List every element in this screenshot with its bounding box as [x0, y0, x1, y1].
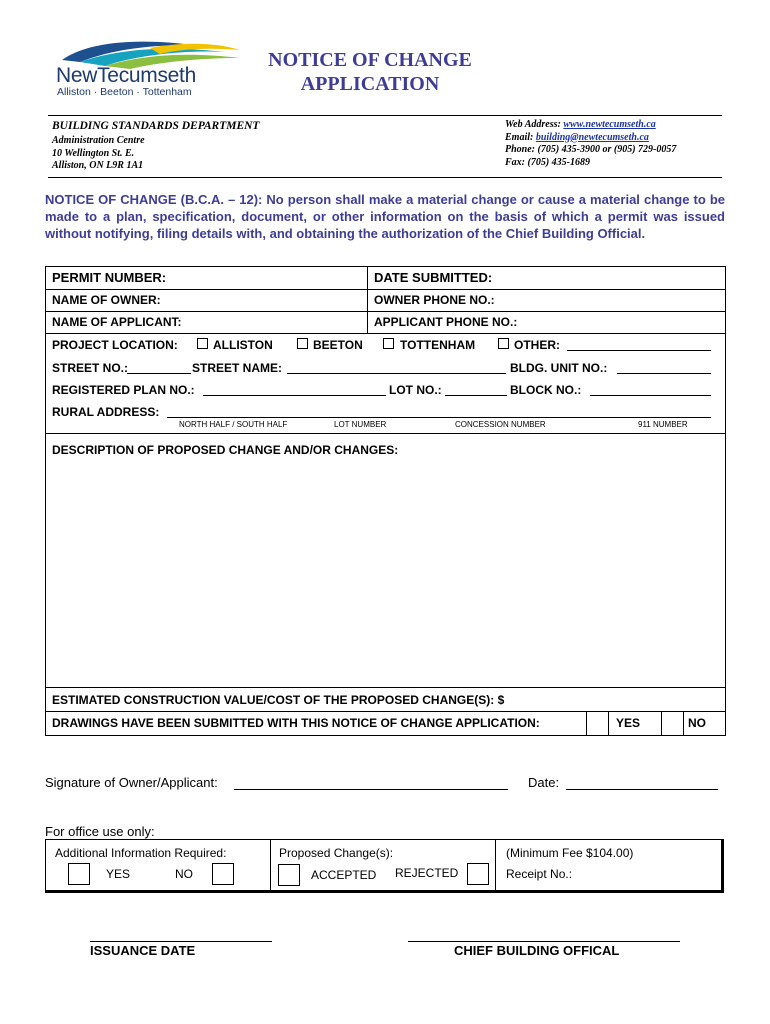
- lot-no-label: LOT NO.:: [389, 383, 442, 397]
- applicant-name-label: NAME OF APPLICANT:: [52, 315, 182, 329]
- office-use-box: [45, 839, 724, 893]
- proposed-changes-section: [270, 840, 496, 891]
- rural-address-label: RURAL ADDRESS:: [52, 405, 160, 419]
- email-label: Email:: [505, 131, 536, 143]
- beeton-label: BEETON: [313, 338, 363, 352]
- chief-official-line[interactable]: [408, 941, 680, 942]
- permit-number-label: PERMIT NUMBER:: [52, 270, 167, 285]
- email-address: [505, 132, 676, 145]
- phone-number: Phone: (705) 435-3900 or (905) 729-0057: [505, 144, 677, 155]
- alliston-label: ALLISTON: [213, 338, 273, 352]
- applicant-name-field[interactable]: [46, 311, 368, 333]
- date-submitted-label: DATE SUBMITTED:: [374, 270, 493, 285]
- drawings-no-checkbox[interactable]: [661, 711, 684, 735]
- signature-label: Signature of Owner/Applicant:: [45, 775, 218, 790]
- issuance-date-label: ISSUANCE DATE: [90, 943, 196, 958]
- estimated-value-label: ESTIMATED CONSTRUCTION VALUE/COST OF THE PROPOSED CHANGE(S): $: [52, 693, 505, 707]
- contact-block: [505, 119, 676, 169]
- notice-text: NOTICE OF CHANGE (B.C.A. – 12): No person shall make a material change or cause a material change to be made to a plan, specification, document, or other information on the basis of which a permit was issued without notifying, filing details with, and obtaining the authorization of the Chief Building Official.: [45, 192, 725, 241]
- tottenham-checkbox[interactable]: [383, 338, 394, 349]
- street-name-label: STREET NAME:: [192, 361, 282, 375]
- lot-number-caption: LOT NUMBER: [334, 420, 387, 429]
- application-form: [45, 266, 726, 736]
- owner-phone-label: OWNER PHONE NO.:: [374, 293, 495, 307]
- tottenham-label: TOTTENHAM: [400, 338, 476, 352]
- additional-info-section: [46, 840, 271, 891]
- street-name-input[interactable]: [287, 373, 506, 374]
- divider: [46, 433, 725, 434]
- accepted-checkbox[interactable]: [278, 864, 300, 886]
- department-block: [52, 119, 259, 173]
- rejected-checkbox[interactable]: [467, 863, 489, 885]
- town-logo: [50, 38, 250, 98]
- additional-no-checkbox[interactable]: [212, 863, 234, 885]
- fee-section: [495, 840, 721, 891]
- additional-yes-checkbox[interactable]: [68, 863, 90, 885]
- date-label: Date:: [528, 775, 560, 790]
- divider: [46, 333, 725, 334]
- date-submitted-field[interactable]: [367, 267, 725, 289]
- other-input[interactable]: [567, 350, 711, 351]
- web-label: Web Address:: [505, 119, 564, 130]
- description-label: DESCRIPTION OF PROPOSED CHANGE AND/OR CHANGES:: [52, 443, 399, 457]
- street-no-label: STREET NO.:: [52, 361, 129, 375]
- signature-input[interactable]: [234, 789, 508, 790]
- registered-plan-input[interactable]: [203, 395, 386, 396]
- proposed-changes-label: Proposed Change(s):: [279, 846, 394, 860]
- bldg-unit-label: BLDG. UNIT NO.:: [510, 361, 608, 375]
- alliston-checkbox[interactable]: [197, 338, 208, 349]
- other-label: OTHER:: [514, 338, 560, 352]
- additional-no-label: NO: [175, 867, 193, 881]
- north-south-caption: NORTH HALF / SOUTH HALF: [179, 420, 288, 429]
- web-link[interactable]: www.newtecumseth.ca: [563, 119, 656, 130]
- project-location-label: PROJECT LOCATION:: [52, 338, 178, 352]
- lot-no-input[interactable]: [445, 395, 507, 396]
- block-no-label: BLOCK NO.:: [510, 383, 582, 397]
- drawings-label: DRAWINGS HAVE BEEN SUBMITTED WITH THIS NOTICE OF CHANGE APPLICATION:: [52, 716, 540, 730]
- drawings-no-label: NO: [688, 716, 706, 730]
- street-no-input[interactable]: [127, 373, 191, 374]
- header-rule: [48, 115, 722, 116]
- logo-subtitle: Alliston · Beeton · Tottenham: [57, 86, 192, 98]
- additional-yes-label: YES: [106, 867, 131, 881]
- min-fee-label: (Minimum Fee $104.00): [506, 846, 634, 860]
- date-input[interactable]: [566, 789, 718, 790]
- applicant-phone-label: APPLICANT PHONE NO.:: [374, 315, 518, 329]
- header-rule-bottom: [48, 177, 722, 178]
- permit-number-field[interactable]: [46, 267, 368, 289]
- bldg-unit-input[interactable]: [617, 373, 711, 374]
- number-911-caption: 911 NUMBER: [638, 420, 688, 429]
- department-line-3: Alliston, ON L9R 1A1: [52, 160, 144, 171]
- owner-name-label: NAME OF OWNER:: [52, 293, 161, 307]
- registered-plan-label: REGISTERED PLAN NO.:: [52, 383, 195, 397]
- department-line-1: Administration Centre: [52, 135, 145, 146]
- divider: [46, 687, 725, 688]
- logo-name: NewTecumseth: [56, 64, 196, 87]
- web-address: [505, 119, 676, 132]
- issuance-date-line[interactable]: [90, 941, 272, 942]
- concession-caption: CONCESSION NUMBER: [455, 420, 546, 429]
- fax-number: Fax: (705) 435-1689: [505, 156, 590, 168]
- other-checkbox[interactable]: [498, 338, 509, 349]
- owner-phone-field[interactable]: [367, 289, 725, 311]
- additional-info-label: Additional Information Required:: [55, 846, 227, 860]
- page-title: [250, 48, 490, 96]
- department-line-2: 10 Wellington St. E.: [52, 147, 135, 159]
- drawings-yes-checkbox[interactable]: [586, 711, 609, 735]
- title-line-1: NOTICE OF CHANGE: [268, 49, 472, 71]
- receipt-label: Receipt No.:: [506, 867, 573, 881]
- accepted-label: ACCEPTED: [311, 868, 377, 882]
- description-textarea[interactable]: [46, 459, 725, 687]
- title-line-2: APPLICATION: [300, 73, 440, 95]
- drawings-yes-label: YES: [616, 716, 641, 730]
- office-use-heading: For office use only:: [45, 824, 155, 839]
- beeton-checkbox[interactable]: [297, 338, 308, 349]
- applicant-phone-field[interactable]: [367, 311, 725, 333]
- rejected-label: REJECTED: [395, 866, 459, 880]
- rural-address-input[interactable]: [167, 417, 711, 418]
- email-link[interactable]: building@newtecumseth.ca: [535, 131, 649, 143]
- chief-official-label: CHIEF BUILDING OFFICAL: [454, 943, 620, 958]
- divider: [46, 711, 725, 712]
- department-name: BUILDING STANDARDS DEPARTMENT: [52, 120, 260, 132]
- block-no-input[interactable]: [590, 395, 711, 396]
- owner-name-field[interactable]: [46, 289, 368, 311]
